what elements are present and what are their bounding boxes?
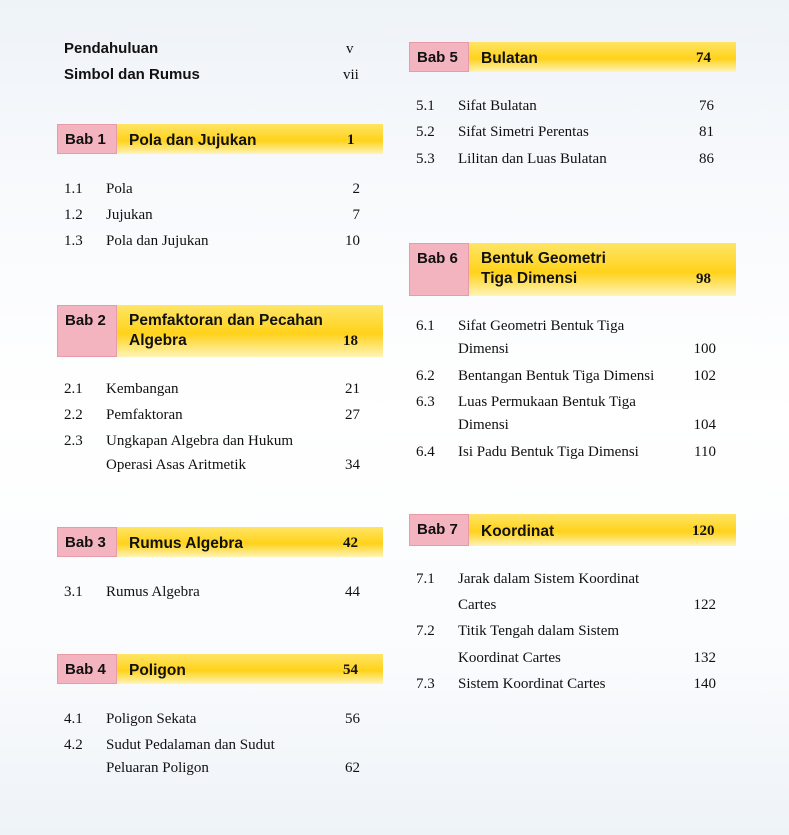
chapter-6-title-line2: Tiga Dimensi	[481, 270, 578, 287]
section-page: 34	[345, 457, 360, 473]
section-title-line2: Dimensi	[458, 417, 509, 433]
section-title: Sifat Simetri Perentas	[458, 124, 589, 140]
chapter-4-title: Poligon	[129, 662, 186, 679]
section-title: Kembangan	[106, 381, 179, 397]
section-title: Sistem Koordinat Cartes	[458, 676, 606, 692]
chapter-2-page: 18	[343, 333, 358, 349]
section-page: 122	[693, 597, 716, 613]
section-number: 4.1	[64, 711, 83, 727]
section-number: 7.2	[416, 623, 435, 639]
section-number: 1.3	[64, 233, 83, 249]
section-number: 2.1	[64, 381, 83, 397]
section-title: Pemfaktoran	[106, 407, 183, 423]
chapter-5-page: 74	[696, 50, 711, 66]
chapter-6-page: 98	[696, 271, 711, 287]
chapter-3-title: Rumus Algebra	[129, 535, 243, 552]
section-2-3[interactable]	[64, 432, 364, 476]
section-title-line1: Titik Tengah dalam Sistem	[458, 623, 620, 639]
section-title: Rumus Algebra	[106, 584, 200, 600]
section-number: 6.1	[416, 318, 435, 334]
front-simbol-page: vii	[343, 67, 359, 83]
section-number: 5.2	[416, 124, 435, 140]
section-page: 56	[345, 711, 360, 727]
chapter-2-bab-label: Bab 2	[57, 305, 117, 357]
section-page: 2	[352, 181, 360, 197]
chapter-3-bab-label: Bab 3	[57, 527, 117, 557]
chapter-4-header[interactable]	[57, 654, 383, 684]
section-page: 27	[345, 407, 360, 423]
chapter-1-header[interactable]	[57, 124, 383, 154]
section-page: 104	[693, 417, 716, 433]
section-title: Poligon Sekata	[106, 711, 197, 727]
chapter-4-page: 54	[343, 662, 358, 678]
chapter-2-title-line1: Pemfaktoran dan Pecahan	[129, 312, 323, 329]
section-title-line2: Dimensi	[458, 341, 509, 357]
section-page: 62	[345, 760, 360, 776]
section-number: 7.1	[416, 571, 435, 587]
chapter-3-page: 42	[343, 535, 358, 551]
section-title-line2: Operasi Asas Aritmetik	[106, 457, 246, 473]
section-title-line2: Peluaran Poligon	[106, 760, 209, 776]
section-page: 10	[345, 233, 360, 249]
chapter-2-title-line2: Algebra	[129, 332, 187, 349]
front-pendahuluan-label: Pendahuluan	[64, 40, 159, 57]
chapter-6-bab-label: Bab 6	[409, 243, 469, 296]
section-title-line2: Cartes	[458, 597, 497, 613]
section-page: 21	[345, 381, 360, 397]
chapter-6-title-line1: Bentuk Geometri	[481, 250, 606, 267]
section-page: 132	[693, 650, 716, 666]
section-number: 3.1	[64, 584, 83, 600]
chapter-3-header[interactable]	[57, 527, 383, 557]
section-page: 86	[699, 151, 714, 167]
chapter-5-bab-label: Bab 5	[409, 42, 469, 72]
section-title: Pola	[106, 181, 133, 197]
section-page: 44	[345, 584, 360, 600]
section-number: 1.1	[64, 181, 83, 197]
section-title: Isi Padu Bentuk Tiga Dimensi	[458, 444, 639, 460]
section-title: Pola dan Jujukan	[106, 233, 209, 249]
chapter-1-bab-label: Bab 1	[57, 124, 117, 154]
front-pendahuluan-page: v	[346, 41, 354, 57]
chapter-7-title: Koordinat	[481, 523, 555, 540]
section-number: 5.1	[416, 98, 435, 114]
section-7-1[interactable]	[416, 570, 726, 614]
section-title-line2: Koordinat Cartes	[458, 650, 561, 666]
section-title: Jujukan	[106, 207, 153, 223]
chapter-7-header[interactable]	[409, 514, 736, 546]
chapter-2-header[interactable]	[57, 305, 383, 357]
section-6-1[interactable]	[416, 317, 726, 361]
chapter-1-page: 1	[347, 132, 355, 148]
front-simbol-label: Simbol dan Rumus	[64, 66, 200, 83]
chapter-4-bab-label: Bab 4	[57, 654, 117, 684]
section-number: 7.3	[416, 676, 435, 692]
section-page: 140	[693, 676, 716, 692]
section-page: 102	[693, 368, 716, 384]
section-number: 4.2	[64, 737, 83, 753]
chapter-6-header[interactable]	[409, 243, 736, 296]
section-title: Lilitan dan Luas Bulatan	[458, 151, 607, 167]
section-title-line1: Sudut Pedalaman dan Sudut	[106, 737, 275, 753]
section-4-2[interactable]	[64, 736, 364, 780]
section-page: 110	[694, 444, 716, 460]
section-page: 100	[693, 341, 716, 357]
chapter-1-title: Pola dan Jujukan	[129, 132, 257, 149]
chapter-5-title: Bulatan	[481, 50, 538, 67]
section-page: 7	[352, 207, 360, 223]
section-number: 2.3	[64, 433, 83, 449]
section-title: Bentangan Bentuk Tiga Dimensi	[458, 368, 655, 384]
section-title: Sifat Bulatan	[458, 98, 537, 114]
section-number: 2.2	[64, 407, 83, 423]
section-6-3[interactable]	[416, 393, 726, 437]
chapter-7-page: 120	[692, 523, 715, 539]
section-page: 76	[699, 98, 714, 114]
section-7-2[interactable]	[416, 622, 726, 666]
section-page: 81	[699, 124, 714, 140]
section-number: 5.3	[416, 151, 435, 167]
section-number: 1.2	[64, 207, 83, 223]
section-number: 6.4	[416, 444, 435, 460]
section-number: 6.2	[416, 368, 435, 384]
section-title-line1: Luas Permukaan Bentuk Tiga	[458, 394, 636, 410]
section-title-line1: Jarak dalam Sistem Koordinat	[458, 571, 640, 587]
chapter-5-header[interactable]	[409, 42, 736, 72]
chapter-7-bab-label: Bab 7	[409, 514, 469, 546]
section-number: 6.3	[416, 394, 435, 410]
section-title-line1: Sifat Geometri Bentuk Tiga	[458, 318, 625, 334]
section-title-line1: Ungkapan Algebra dan Hukum	[106, 433, 294, 449]
